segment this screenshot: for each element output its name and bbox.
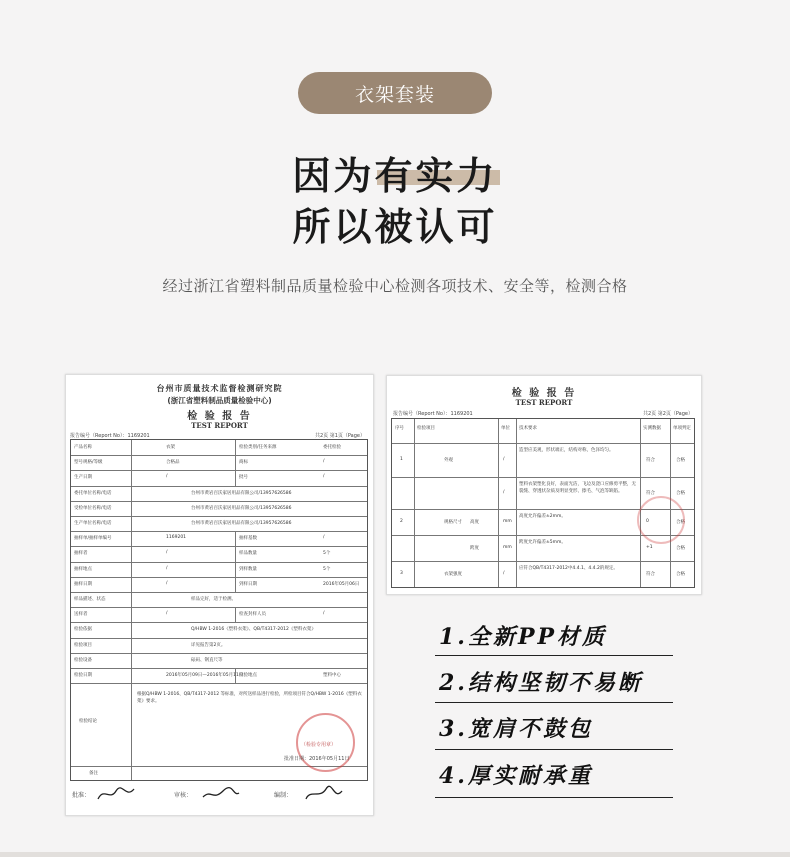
verifier-signature — [201, 785, 241, 803]
table-cell-no: 1 — [400, 457, 403, 462]
report1-institute-sub: (浙江省塑料制品质量检验中心) — [167, 396, 272, 405]
table-cell-item: 衣架强度 — [444, 572, 462, 577]
table-cell-result: 合格 — [676, 491, 685, 496]
table-divider — [235, 668, 236, 683]
seal-stamp-faint — [637, 496, 685, 544]
table-row-value2: / — [323, 611, 325, 617]
report2-title-en: TEST REPORT — [515, 398, 573, 407]
table-row-label: 抽样单/抽样单编号 — [74, 536, 112, 542]
category-pill: 衣架套装 — [298, 72, 492, 114]
table-header-cell: 单位 — [501, 426, 510, 431]
table-row-value: 详见报告第2页。 — [191, 642, 226, 648]
table-row-line — [71, 607, 367, 608]
table-header-cell: 序号 — [395, 426, 404, 431]
table-row-label: 检验设备 — [74, 657, 92, 663]
report2-title: 检 验 报 告 — [511, 388, 577, 399]
table-row-label2: 检验类别/任务来源 — [239, 445, 277, 450]
report1-title: 检 验 报 告 — [187, 411, 252, 422]
table-cell-sub: 跨度 — [470, 546, 479, 551]
table-row-label: 型号规格/等级 — [74, 460, 103, 466]
report1-page: 共2页 第1页（Page） — [314, 433, 365, 439]
test-report-page-2 — [386, 375, 702, 595]
verified-label: 审核： — [174, 792, 193, 799]
table-row-value2: / — [323, 459, 325, 465]
table-cell-unit: / — [503, 457, 505, 462]
table-header-cell: 单项判定 — [673, 426, 691, 431]
table-row-line — [71, 577, 367, 578]
table-cell-requirement: 应符合QB/T4317-2012中4.4.1、4.4.2的规定。 — [519, 566, 618, 571]
table-row-line — [71, 653, 367, 654]
issue-date: 批准日期：2016年05月11日 — [284, 756, 350, 762]
table-row-label: 抽样者 — [74, 551, 88, 557]
divider — [435, 749, 673, 750]
table-row-value2: 5个 — [323, 566, 331, 572]
table-row-value: / — [166, 611, 168, 617]
table-row-label: 生产单位名称/电话 — [74, 521, 112, 526]
table-row-label: 检验日期 — [74, 673, 92, 678]
test-report-page-1 — [65, 374, 374, 816]
report1-institute: 台州市质量技术监督检测研究院 — [156, 384, 283, 393]
table-row-label2: 检验地点 — [239, 673, 257, 678]
table-row-line — [71, 562, 367, 563]
table-cell-requirement: 跨度允许偏差±5mm。 — [519, 540, 566, 545]
table-row-line — [71, 638, 367, 639]
table-header-cell: 检验项目 — [417, 426, 435, 431]
divider — [435, 797, 673, 798]
table-cell-data: +1 — [646, 545, 653, 550]
table-row-label2: 到样日期 — [239, 581, 257, 587]
table-cell-result: 合格 — [676, 520, 685, 525]
table-row-value: / — [166, 565, 168, 571]
table-cell-result: 合格 — [676, 572, 685, 577]
feature-item: 3.宽肩不鼓包 — [439, 716, 593, 742]
report2-number: 报告编号（Report No）：1169201 — [393, 411, 473, 417]
table-row-label2: 样品数量 — [239, 551, 257, 557]
divider — [435, 655, 673, 656]
table-header-cell: 实测数据 — [643, 426, 661, 431]
table-row-line — [392, 561, 694, 562]
table-row-label: 产品名称 — [74, 445, 92, 450]
table-row-line — [71, 470, 367, 471]
table-row-value: 砝码、钢直尺等 — [191, 657, 223, 663]
table-row-line — [392, 443, 694, 444]
table-row-value: Q/HBW 1-2016《塑料衣架》、QB/T4317-2012《塑料衣架》 — [191, 627, 316, 633]
table-cell-data: 0 — [646, 519, 649, 524]
headline-line2: 所以被认可 — [292, 205, 498, 249]
table-row-label: 抽样地点 — [74, 566, 92, 572]
feature-item: 2.结构坚韧不易断 — [439, 670, 643, 696]
table-cell-unit: / — [503, 571, 505, 576]
table-cell-unit: mm — [503, 545, 512, 550]
table-row-line — [71, 592, 367, 593]
table-divider — [235, 607, 236, 622]
table-divider — [235, 562, 236, 577]
table-row-value2: / — [323, 535, 325, 541]
table-row-line — [71, 455, 367, 456]
table-row-label: 生产日期 — [74, 475, 92, 481]
table-row-label2: 商标 — [239, 460, 248, 466]
table-cell-no: 2 — [400, 519, 403, 524]
table-cell-data: 符合 — [646, 572, 655, 577]
table-divider — [235, 577, 236, 592]
table-cell-sub: 高度 — [470, 520, 479, 525]
table-divider — [235, 455, 236, 470]
table-row-value: 2016年05月09日—2016年05月11日 — [166, 673, 244, 678]
table-row-value: 台州市黄岩百沃家居用品有限公司/13957626586 — [191, 521, 292, 526]
table-cell-data: 符合 — [646, 491, 655, 496]
table-cell-result: 合格 — [676, 546, 685, 551]
conclusion-text: 根据Q/HBW 1-2016、QB/T4317-2012 等标准，对所送样品进行检验，所检项目符合Q/HBW 1-2016《塑料衣架》要求。 — [137, 692, 362, 705]
approver-signature — [96, 785, 136, 803]
table-cell-item: 规格尺寸 — [444, 520, 462, 525]
table-cell-unit: mm — [503, 519, 512, 524]
table-row-label: 委托单位名称/电话 — [74, 490, 112, 496]
table-row-value2: 委托检验 — [323, 445, 341, 450]
table-row-value: / — [166, 474, 168, 480]
table-cell-requirement: 高度允许偏差±2mm。 — [519, 514, 566, 519]
report2-page: 共2页 第2页（Page） — [642, 411, 693, 417]
feature-item: 1.全新PP材质 — [439, 624, 608, 650]
table-row-value: / — [166, 550, 168, 556]
table-row-label: 样品描述、状态 — [74, 597, 106, 602]
table-row-value2: / — [323, 474, 325, 480]
feature-item: 4.厚实耐承重 — [439, 763, 593, 789]
table-cell-data: 符合 — [646, 458, 655, 463]
table-row-value: 合格品 — [166, 460, 180, 466]
table-divider — [235, 470, 236, 485]
table-row-value: 衣架 — [166, 445, 175, 450]
table-row-line — [71, 668, 367, 669]
table-cell-unit: / — [503, 490, 505, 495]
table-row-value2: 塑料中心 — [323, 673, 341, 678]
headline-line1: 因为有实力 — [292, 154, 498, 198]
table-row-value: / — [166, 580, 168, 586]
table-row-line — [392, 477, 694, 478]
report1-title-en: TEST REPORT — [191, 421, 248, 430]
report1-number: 报告编号（Report No）：1169201 — [70, 433, 150, 439]
subtitle: 经过浙江省塑料制品质量检验中心检测各项技术、安全等，检测合格 — [162, 277, 628, 295]
table-row-line — [71, 501, 367, 502]
table-row-label: 送样者 — [74, 612, 88, 618]
table-row-line — [71, 546, 367, 547]
bottom-bar — [0, 852, 790, 857]
table-row-label2: 批号 — [239, 475, 248, 481]
table-row-label: 检验项目 — [74, 642, 92, 648]
divider — [435, 702, 673, 703]
table-row-label: 检验依据 — [74, 627, 92, 633]
table-row-value: 台州市黄岩百沃家居用品有限公司/13957626586 — [191, 505, 292, 511]
table-divider — [235, 531, 236, 546]
table-row-value: 台州市黄岩百沃家居用品有限公司/13957626586 — [191, 490, 292, 496]
table-row-value2: 2016年05月06日 — [323, 581, 360, 587]
table-row-line — [71, 486, 367, 487]
table-row-value: 1169201 — [166, 535, 187, 541]
table-row-label2: 检查封样人员 — [239, 612, 266, 618]
table-row-value: 样品完好，适于检测。 — [191, 597, 236, 602]
table-divider — [235, 440, 236, 455]
table-row-value2: 5个 — [323, 551, 331, 557]
table-row-label: 抽样日期 — [74, 581, 92, 587]
table-header-cell: 技术要求 — [519, 426, 537, 431]
compiler-signature — [304, 785, 344, 803]
table-cell-item: 外观 — [444, 458, 453, 463]
table-cell-result: 合格 — [676, 458, 685, 463]
remarks-label: 备注 — [89, 771, 98, 776]
table-row-line — [71, 531, 367, 532]
approved-label: 批准： — [72, 792, 91, 799]
table-row-label2: 抽样基数 — [239, 536, 257, 542]
compiler-label: 编制： — [274, 792, 293, 799]
table-cell-no: 3 — [400, 571, 403, 576]
table-row-line — [71, 622, 367, 623]
table-row-label2: 到样数量 — [239, 566, 257, 572]
table-row-line — [71, 683, 367, 684]
table-cell-requirement: 造型应美观，形状端正，结构对称，色泽均匀。 — [519, 448, 614, 453]
table-divider — [235, 546, 236, 561]
table-row-label: 受检单位名称/电话 — [74, 505, 112, 511]
table-row-line — [71, 516, 367, 517]
stamp-text: （检验专用章） — [301, 742, 337, 748]
table-cell-requirement: 塑料衣架塑化良好，表面光洁，飞边及浇口应修剪平整，无裂缝、穿透状杂质及明显变形、擦毛、气泡等缺陷。 — [519, 482, 636, 494]
conclusion-label: 检验结论 — [79, 719, 97, 725]
